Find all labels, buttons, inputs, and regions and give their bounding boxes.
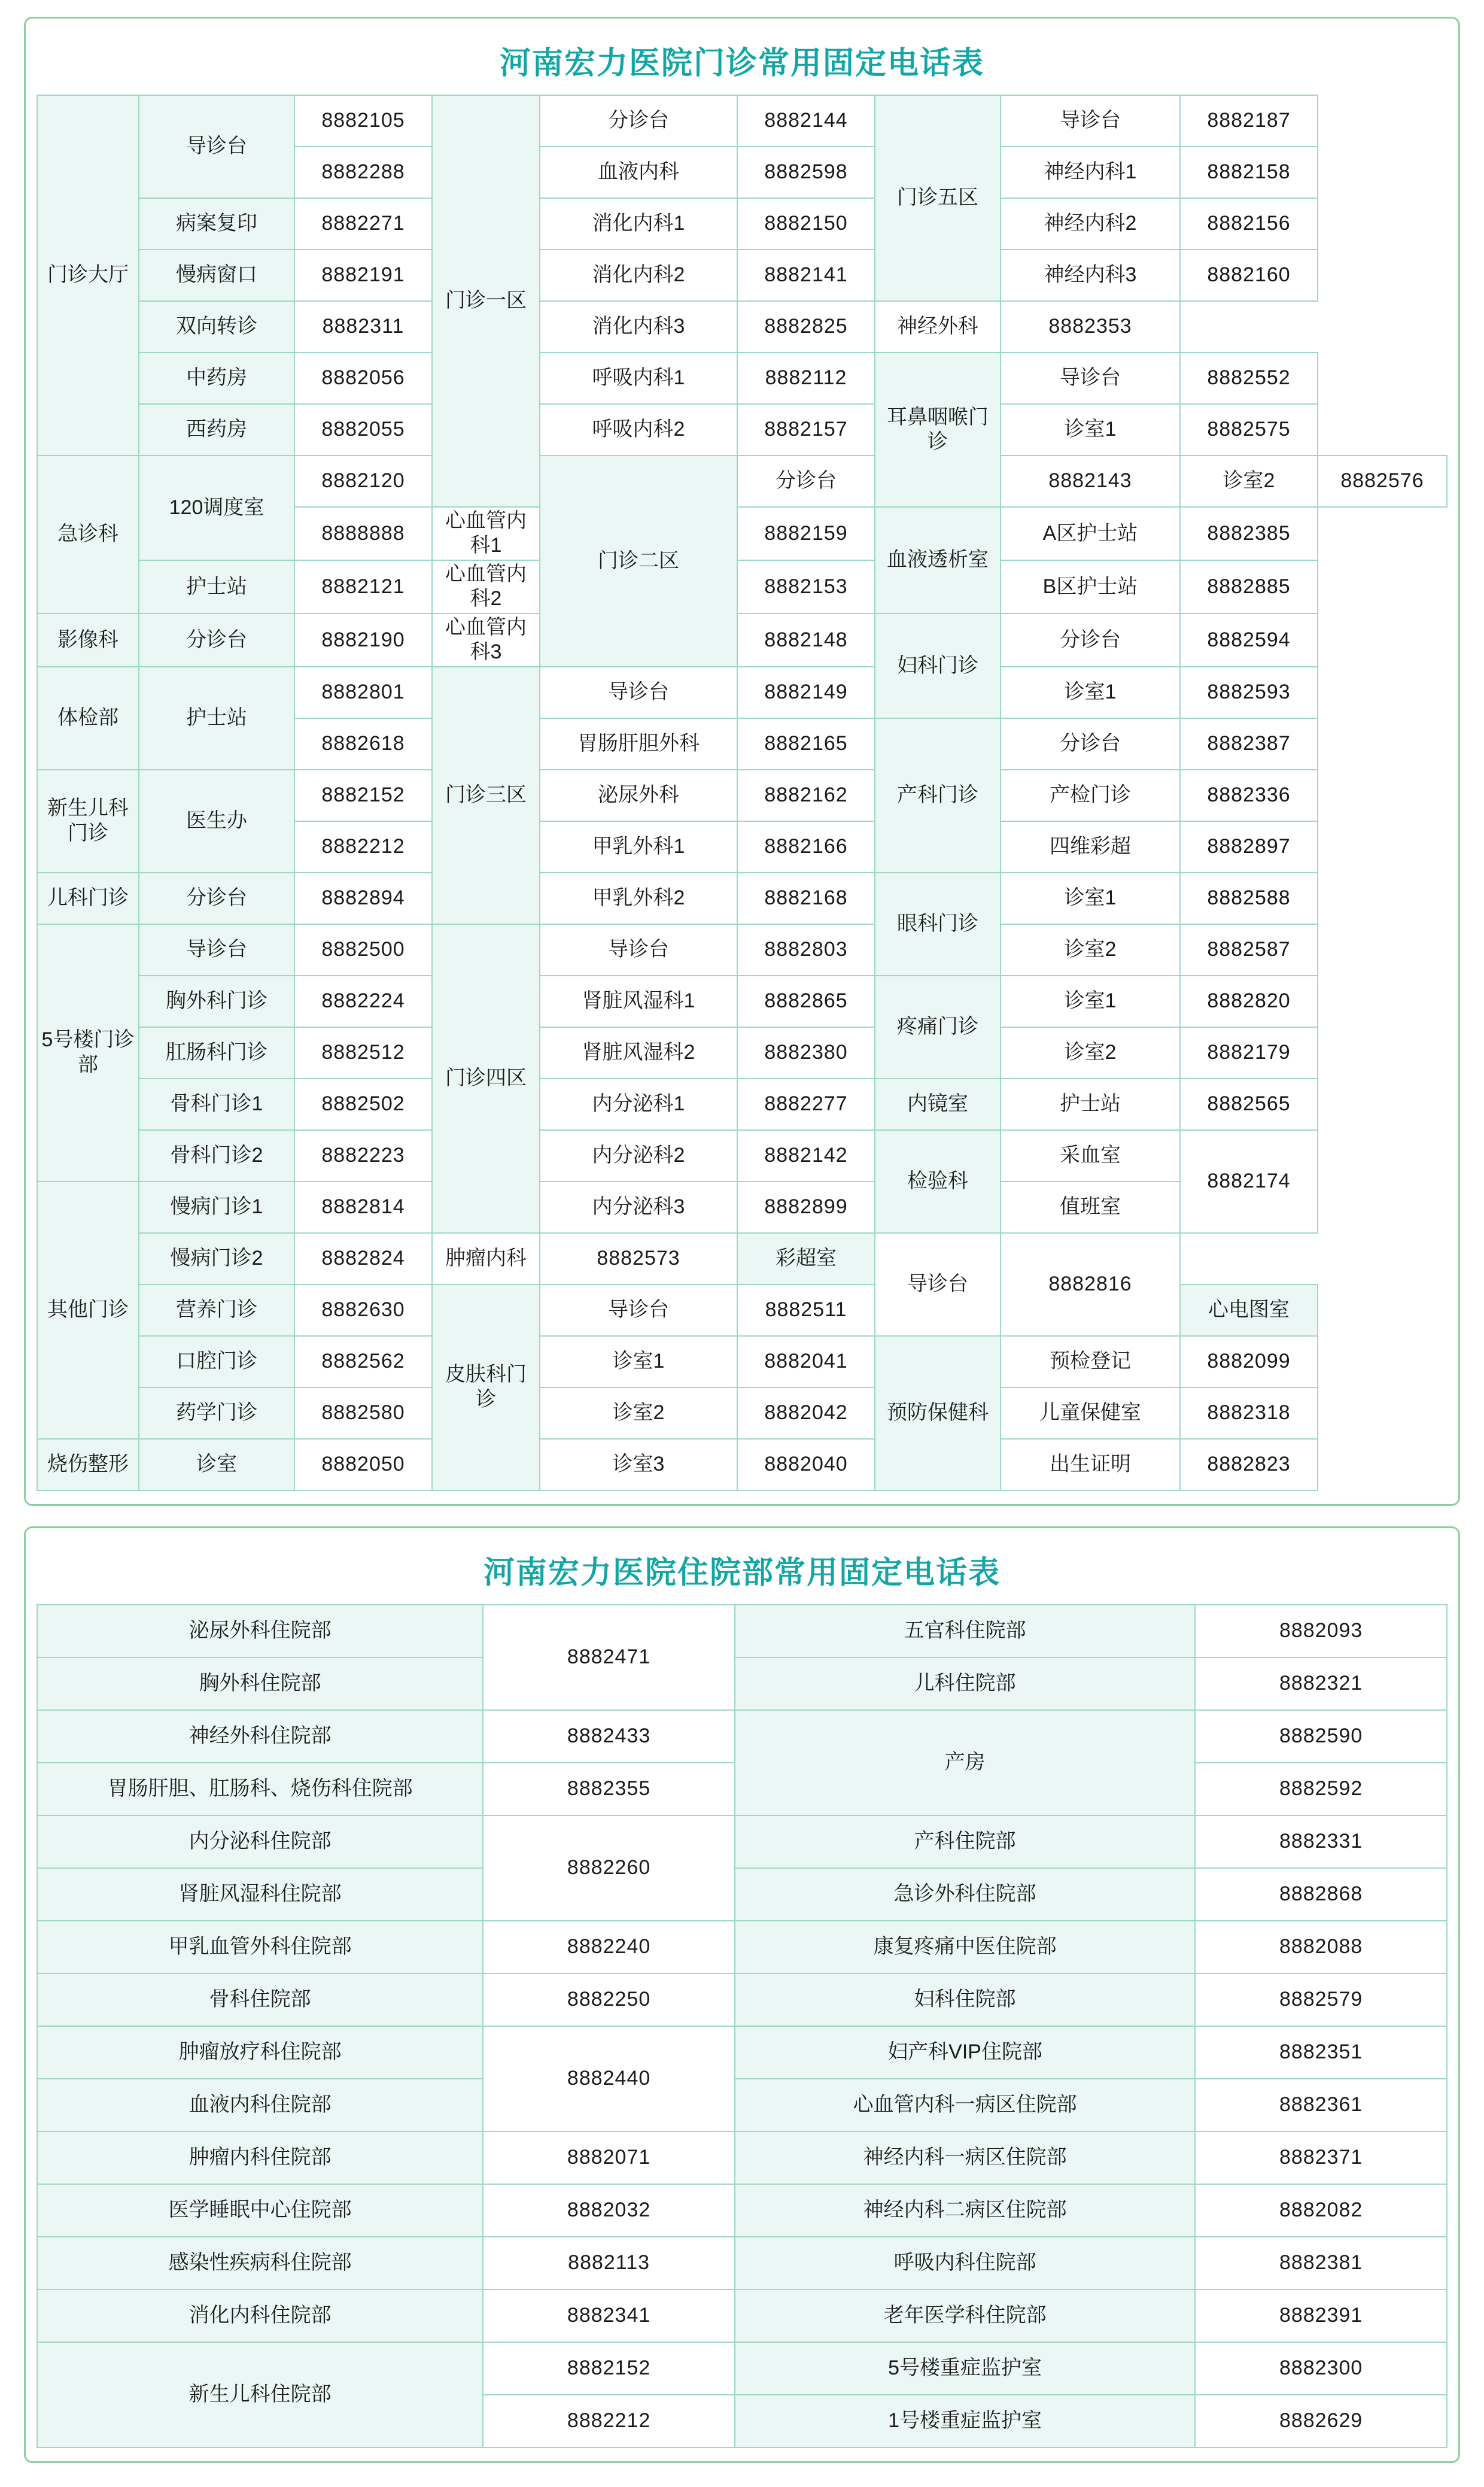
department-cell: 急诊科 xyxy=(37,456,139,614)
phone-number-cell: 8882440 xyxy=(483,2026,735,2131)
department-cell: 门诊四区 xyxy=(432,924,540,1233)
phone-number-cell: 8882820 xyxy=(1180,976,1318,1027)
phone-number-cell: 8882814 xyxy=(294,1182,432,1233)
department-cell: 呼吸内科住院部 xyxy=(735,2237,1195,2289)
phone-number-cell: 8882160 xyxy=(1180,250,1318,301)
phone-number-cell: 8882381 xyxy=(1195,2237,1447,2289)
department-cell: 西药房 xyxy=(139,404,294,456)
table-row xyxy=(37,301,1447,353)
outpatient-table-body xyxy=(37,95,1447,1490)
table-row xyxy=(37,2342,1447,2395)
department-cell: B区护士站 xyxy=(1001,560,1180,614)
phone-number-cell: 8882165 xyxy=(737,718,875,770)
department-cell: 门诊五区 xyxy=(875,95,1001,301)
department-cell: 呼吸内科1 xyxy=(540,353,737,404)
department-cell: 神经外科住院部 xyxy=(37,1710,483,1763)
department-cell: 肿瘤内科住院部 xyxy=(37,2131,483,2184)
table-row xyxy=(37,2079,1447,2131)
department-cell: 产检门诊 xyxy=(1001,770,1180,821)
department-cell: 分诊台 xyxy=(139,614,294,667)
table-row xyxy=(37,456,1447,507)
table-row xyxy=(37,1130,1447,1182)
phone-number-cell: 8882321 xyxy=(1195,1657,1447,1710)
phone-number-cell: 8882565 xyxy=(1180,1079,1318,1130)
department-cell: 儿科住院部 xyxy=(735,1657,1195,1710)
phone-number-cell: 8882153 xyxy=(737,560,875,614)
table-row xyxy=(37,1657,1447,1710)
table-row xyxy=(37,770,1447,821)
phone-number-cell: 8882894 xyxy=(294,873,432,924)
phone-number-cell: 8882801 xyxy=(294,667,432,718)
phone-number-cell: 8882371 xyxy=(1195,2131,1447,2184)
phone-number-cell: 8882250 xyxy=(483,1973,735,2026)
phone-number-cell: 8882174 xyxy=(1180,1130,1318,1233)
phone-number-cell: 8882032 xyxy=(483,2184,735,2237)
department-cell: 心血管内科一病区住院部 xyxy=(735,2079,1195,2131)
department-cell: 5号楼重症监护室 xyxy=(735,2342,1195,2395)
phone-number-cell: 8882223 xyxy=(294,1130,432,1182)
outpatient-table xyxy=(37,95,1447,1491)
phone-number-cell: 8882331 xyxy=(1195,1815,1447,1868)
department-cell: 泌尿外科住院部 xyxy=(37,1605,483,1657)
phone-number-cell: 8882055 xyxy=(294,404,432,456)
table-row xyxy=(37,2026,1447,2079)
department-cell: 检验科 xyxy=(875,1130,1001,1233)
department-cell: 妇产科VIP住院部 xyxy=(735,2026,1195,2079)
department-cell: 眼科门诊 xyxy=(875,873,1001,976)
department-cell: 导诊台 xyxy=(1001,95,1180,147)
department-cell: 胸外科住院部 xyxy=(37,1657,483,1710)
department-cell: 诊室2 xyxy=(1001,1027,1180,1079)
department-cell: 慢病门诊2 xyxy=(139,1233,294,1285)
phone-number-cell: 8882573 xyxy=(540,1233,737,1285)
phone-number-cell: 8882885 xyxy=(1180,560,1318,614)
phone-number-cell: 8882105 xyxy=(294,95,432,147)
table-row xyxy=(37,1439,1447,1490)
phone-number-cell: 8882823 xyxy=(1180,1439,1318,1490)
department-cell: 儿童保健室 xyxy=(1001,1387,1180,1439)
department-cell: 导诊台 xyxy=(139,95,294,198)
outpatient-card xyxy=(24,17,1460,1506)
phone-number-cell: 8882156 xyxy=(1180,198,1318,250)
department-cell: 产科住院部 xyxy=(735,1815,1195,1868)
department-cell: 肿瘤放疗科住院部 xyxy=(37,2026,483,2079)
department-cell: 彩超室 xyxy=(737,1233,875,1285)
department-cell: 消化内科1 xyxy=(540,198,737,250)
phone-number-cell: 8882511 xyxy=(737,1285,875,1336)
table-row xyxy=(37,2184,1447,2237)
table-row xyxy=(37,95,1447,147)
phone-number-cell: 8882618 xyxy=(294,718,432,770)
department-cell: 导诊台 xyxy=(875,1233,1001,1336)
department-cell: 影像科 xyxy=(37,614,139,667)
table-row xyxy=(37,1336,1447,1387)
department-cell: 血液透析室 xyxy=(875,507,1001,614)
department-cell: 药学门诊 xyxy=(139,1387,294,1439)
phone-number-cell: 8882361 xyxy=(1195,2079,1447,2131)
phone-number-cell: 8882142 xyxy=(737,1130,875,1182)
phone-number-cell: 8882391 xyxy=(1195,2289,1447,2342)
phone-number-cell: 8882113 xyxy=(483,2237,735,2289)
table-row xyxy=(37,1079,1447,1130)
department-cell: 肛肠科门诊 xyxy=(139,1027,294,1079)
department-cell: 内分泌科1 xyxy=(540,1079,737,1130)
department-cell: 预防保健科 xyxy=(875,1336,1001,1490)
department-cell: 感染性疾病科住院部 xyxy=(37,2237,483,2289)
phone-number-cell: 8882212 xyxy=(483,2395,735,2447)
department-cell: 神经内科3 xyxy=(1001,250,1180,301)
department-cell: 慢病窗口 xyxy=(139,250,294,301)
phone-number-cell: 8882148 xyxy=(737,614,875,667)
department-cell: 产房 xyxy=(735,1710,1195,1815)
department-cell: 医生办 xyxy=(139,770,294,873)
table-row xyxy=(37,353,1447,404)
table-row xyxy=(37,1605,1447,1657)
phone-number-cell: 8882825 xyxy=(737,301,875,353)
table-row xyxy=(37,1815,1447,1868)
phone-number-cell: 8882162 xyxy=(737,770,875,821)
department-cell: 心电图室 xyxy=(1180,1285,1318,1336)
department-cell: 诊室 xyxy=(139,1439,294,1490)
department-cell: 神经外科 xyxy=(875,301,1001,353)
phone-number-cell: 8882433 xyxy=(483,1710,735,1763)
department-cell: 医学睡眠中心住院部 xyxy=(37,2184,483,2237)
phone-number-cell: 8882056 xyxy=(294,353,432,404)
phone-number-cell: 8882824 xyxy=(294,1233,432,1285)
phone-number-cell: 8882351 xyxy=(1195,2026,1447,2079)
phone-number-cell: 8882471 xyxy=(483,1605,735,1710)
department-cell: 诊室1 xyxy=(1001,667,1180,718)
department-cell: 5号楼门诊部 xyxy=(37,924,139,1182)
inpatient-title: 河南宏力医院住院部常用固定电话表 xyxy=(483,1555,1001,1590)
department-cell: 导诊台 xyxy=(540,924,737,976)
department-cell: 诊室3 xyxy=(540,1439,737,1490)
department-cell: 血液内科 xyxy=(540,147,737,198)
table-row xyxy=(37,1387,1447,1439)
phone-number-cell: 8882158 xyxy=(1180,147,1318,198)
department-cell: 诊室1 xyxy=(1001,404,1180,456)
department-cell: 消化内科3 xyxy=(540,301,737,353)
phone-number-cell: 8882224 xyxy=(294,976,432,1027)
phone-number-cell: 8882552 xyxy=(1180,353,1318,404)
phone-number-cell: 8882093 xyxy=(1195,1605,1447,1657)
phone-number-cell: 8882897 xyxy=(1180,821,1318,873)
department-cell: 口腔门诊 xyxy=(139,1336,294,1387)
table-row xyxy=(37,1710,1447,1763)
phone-number-cell: 8882318 xyxy=(1180,1387,1318,1439)
department-cell: 值班室 xyxy=(1001,1182,1180,1233)
department-cell: 1号楼重症监护室 xyxy=(735,2395,1195,2447)
department-cell: 甲乳血管外科住院部 xyxy=(37,1921,483,1973)
phone-number-cell: 8882179 xyxy=(1180,1027,1318,1079)
phone-number-cell: 8882152 xyxy=(483,2342,735,2395)
table-row xyxy=(37,614,1447,667)
department-cell: 新生儿科门诊 xyxy=(37,770,139,873)
department-cell: 泌尿外科 xyxy=(540,770,737,821)
phone-number-cell: 8882592 xyxy=(1195,1763,1447,1815)
department-cell: 内分泌科3 xyxy=(540,1182,737,1233)
inpatient-card xyxy=(24,1526,1460,2463)
phone-number-cell: 8882598 xyxy=(737,147,875,198)
phone-number-cell: 8882380 xyxy=(737,1027,875,1079)
department-cell: 妇科门诊 xyxy=(875,614,1001,718)
phone-number-cell: 8882562 xyxy=(294,1336,432,1387)
phone-number-cell: 8882099 xyxy=(1180,1336,1318,1387)
phone-number-cell: 8882071 xyxy=(483,2131,735,2184)
department-cell: 耳鼻咽喉门诊 xyxy=(875,353,1001,507)
department-cell: 骨科住院部 xyxy=(37,1973,483,2026)
department-cell: 心血管内科2 xyxy=(432,560,540,614)
phone-number-cell: 8882120 xyxy=(294,456,432,507)
department-cell: 导诊台 xyxy=(540,667,737,718)
phone-number-cell: 8882121 xyxy=(294,560,432,614)
phone-number-cell: 8882168 xyxy=(737,873,875,924)
department-cell: 甲乳外科2 xyxy=(540,873,737,924)
phone-number-cell: 8882150 xyxy=(737,198,875,250)
department-cell: 甲乳外科1 xyxy=(540,821,737,873)
table-row xyxy=(37,1233,1447,1285)
table-row xyxy=(37,1973,1447,2026)
table-row xyxy=(37,1027,1447,1079)
table-row xyxy=(37,1868,1447,1921)
department-cell: 诊室2 xyxy=(540,1387,737,1439)
department-cell: 导诊台 xyxy=(540,1285,737,1336)
phone-number-cell: 8882159 xyxy=(737,507,875,560)
table-row xyxy=(37,1285,1447,1336)
department-cell: 消化内科住院部 xyxy=(37,2289,483,2342)
department-cell: 体检部 xyxy=(37,667,139,770)
department-cell: 康复疼痛中医住院部 xyxy=(735,1921,1195,1973)
phone-number-cell: 8882040 xyxy=(737,1439,875,1490)
department-cell: 妇科住院部 xyxy=(735,1973,1195,2026)
phone-number-cell: 8882144 xyxy=(737,95,875,147)
table-row xyxy=(37,198,1447,250)
table-row xyxy=(37,667,1447,718)
phone-number-cell: 8882803 xyxy=(737,924,875,976)
department-cell: 诊室2 xyxy=(1180,456,1318,507)
phone-number-cell: 8882594 xyxy=(1180,614,1318,667)
department-cell: 胸外科门诊 xyxy=(139,976,294,1027)
table-row xyxy=(37,873,1447,924)
phone-number-cell: 8882502 xyxy=(294,1079,432,1130)
phone-number-cell: 8882385 xyxy=(1180,507,1318,560)
department-cell: 心血管内科1 xyxy=(432,507,540,560)
phone-number-cell: 8882042 xyxy=(737,1387,875,1439)
department-cell: 骨科门诊1 xyxy=(139,1079,294,1130)
department-cell: 诊室2 xyxy=(1001,924,1180,976)
department-cell: 护士站 xyxy=(1001,1079,1180,1130)
phone-number-cell: 8882311 xyxy=(294,301,432,353)
department-cell: 胃肠肝胆外科 xyxy=(540,718,737,770)
department-cell: 导诊台 xyxy=(139,924,294,976)
phone-number-cell: 8882512 xyxy=(294,1027,432,1079)
department-cell: 四维彩超 xyxy=(1001,821,1180,873)
phone-number-cell: 8882166 xyxy=(737,821,875,873)
phone-number-cell: 8882112 xyxy=(737,353,875,404)
phone-number-cell: 8882149 xyxy=(737,667,875,718)
phone-number-cell: 8882387 xyxy=(1180,718,1318,770)
department-cell: 新生儿科住院部 xyxy=(37,2342,483,2447)
department-cell: 神经内科一病区住院部 xyxy=(735,2131,1195,2184)
department-cell: 内分泌科2 xyxy=(540,1130,737,1182)
department-cell: 疼痛门诊 xyxy=(875,976,1001,1079)
department-cell: 内镜室 xyxy=(875,1079,1001,1130)
table-row xyxy=(37,2237,1447,2289)
department-cell: 内分泌科住院部 xyxy=(37,1815,483,1868)
phone-number-cell: 8882629 xyxy=(1195,2395,1447,2447)
department-cell: 出生证明 xyxy=(1001,1439,1180,1490)
phone-number-cell: 8882816 xyxy=(1001,1233,1180,1336)
department-cell: 护士站 xyxy=(139,667,294,770)
department-cell: 皮肤科门诊 xyxy=(432,1285,540,1490)
department-cell: 中药房 xyxy=(139,353,294,404)
phone-number-cell: 8882288 xyxy=(294,147,432,198)
table-row xyxy=(37,2131,1447,2184)
department-cell: 血液内科住院部 xyxy=(37,2079,483,2131)
phone-number-cell: 8882579 xyxy=(1195,1973,1447,2026)
department-cell: 产科门诊 xyxy=(875,718,1001,873)
department-cell: 诊室1 xyxy=(1001,873,1180,924)
department-cell: 分诊台 xyxy=(1001,614,1180,667)
table-row xyxy=(37,2289,1447,2342)
phone-number-cell: 8882212 xyxy=(294,821,432,873)
department-cell: 门诊大厅 xyxy=(37,95,139,456)
department-cell: 分诊台 xyxy=(1001,718,1180,770)
department-cell: 肾脏风湿科住院部 xyxy=(37,1868,483,1921)
department-cell: 消化内科2 xyxy=(540,250,737,301)
department-cell: 诊室1 xyxy=(540,1336,737,1387)
phone-number-cell: 8882050 xyxy=(294,1439,432,1490)
department-cell: 神经内科二病区住院部 xyxy=(735,2184,1195,2237)
department-cell: 预检登记 xyxy=(1001,1336,1180,1387)
department-cell: 病案复印 xyxy=(139,198,294,250)
phone-number-cell: 8882588 xyxy=(1180,873,1318,924)
table-row xyxy=(37,404,1447,456)
phone-number-cell: 8882271 xyxy=(294,198,432,250)
department-cell: 护士站 xyxy=(139,560,294,614)
department-cell: 门诊二区 xyxy=(540,456,737,667)
phone-number-cell: 8882336 xyxy=(1180,770,1318,821)
table-row xyxy=(37,250,1447,301)
phone-number-cell: 8882152 xyxy=(294,770,432,821)
department-cell: 肾脏风湿科2 xyxy=(540,1027,737,1079)
phone-number-cell: 8882899 xyxy=(737,1182,875,1233)
department-cell: 儿科门诊 xyxy=(37,873,139,924)
phone-number-cell: 8882865 xyxy=(737,976,875,1027)
phone-number-cell: 8882500 xyxy=(294,924,432,976)
department-cell: 慢病门诊1 xyxy=(139,1182,294,1233)
phone-number-cell: 8882190 xyxy=(294,614,432,667)
phone-number-cell: 8882587 xyxy=(1180,924,1318,976)
department-cell: 急诊外科住院部 xyxy=(735,1868,1195,1921)
table-row xyxy=(37,924,1447,976)
phone-number-cell: 8882141 xyxy=(737,250,875,301)
phone-number-cell: 8882868 xyxy=(1195,1868,1447,1921)
phone-number-cell: 8882341 xyxy=(483,2289,735,2342)
table-row xyxy=(37,976,1447,1027)
department-cell: 双向转诊 xyxy=(139,301,294,353)
department-cell: 心血管内科3 xyxy=(432,614,540,667)
department-cell: 诊室1 xyxy=(1001,976,1180,1027)
table-row xyxy=(37,560,1447,614)
department-cell: 烧伤整形 xyxy=(37,1439,139,1490)
inpatient-table xyxy=(37,1604,1447,2448)
inpatient-table-body xyxy=(37,1605,1447,2447)
department-cell: 营养门诊 xyxy=(139,1285,294,1336)
department-cell: 肿瘤内科 xyxy=(432,1233,540,1285)
department-cell: 120调度室 xyxy=(139,456,294,560)
department-cell: 胃肠肝胆、肛肠科、烧伤科住院部 xyxy=(37,1763,483,1815)
phone-number-cell: 8882575 xyxy=(1180,404,1318,456)
phone-number-cell: 8882576 xyxy=(1318,456,1447,507)
phone-number-cell: 8882300 xyxy=(1195,2342,1447,2395)
department-cell: 分诊台 xyxy=(737,456,875,507)
department-cell: 肾脏风湿科1 xyxy=(540,976,737,1027)
department-cell: 神经内科1 xyxy=(1001,147,1180,198)
department-cell: 老年医学科住院部 xyxy=(735,2289,1195,2342)
department-cell: 分诊台 xyxy=(540,95,737,147)
phone-number-cell: 8888888 xyxy=(294,507,432,560)
phone-number-cell: 8882355 xyxy=(483,1763,735,1815)
table-row xyxy=(37,1921,1447,1973)
phone-number-cell: 8882088 xyxy=(1195,1921,1447,1973)
phone-number-cell: 8882593 xyxy=(1180,667,1318,718)
department-cell: 分诊台 xyxy=(139,873,294,924)
phone-number-cell: 8882260 xyxy=(483,1815,735,1921)
phone-number-cell: 8882277 xyxy=(737,1079,875,1130)
department-cell: 导诊台 xyxy=(1001,353,1180,404)
phone-number-cell: 8882082 xyxy=(1195,2184,1447,2237)
phone-number-cell: 8882580 xyxy=(294,1387,432,1439)
department-cell: 门诊三区 xyxy=(432,667,540,924)
outpatient-title: 河南宏力医院门诊常用固定电话表 xyxy=(499,46,984,81)
department-cell: A区护士站 xyxy=(1001,507,1180,560)
department-cell: 五官科住院部 xyxy=(735,1605,1195,1657)
phone-number-cell: 8882590 xyxy=(1195,1710,1447,1763)
phone-number-cell: 8882041 xyxy=(737,1336,875,1387)
phone-number-cell: 8882191 xyxy=(294,250,432,301)
phone-number-cell: 8882157 xyxy=(737,404,875,456)
department-cell: 神经内科2 xyxy=(1001,198,1180,250)
department-cell: 采血室 xyxy=(1001,1130,1180,1182)
department-cell: 其他门诊 xyxy=(37,1182,139,1439)
department-cell: 门诊一区 xyxy=(432,95,540,507)
phone-number-cell: 8882630 xyxy=(294,1285,432,1336)
phone-number-cell: 8882240 xyxy=(483,1921,735,1973)
phone-number-cell: 8882187 xyxy=(1180,95,1318,147)
phone-number-cell: 8882353 xyxy=(1001,301,1180,353)
department-cell: 呼吸内科2 xyxy=(540,404,737,456)
phone-number-cell: 8882143 xyxy=(1001,456,1180,507)
department-cell: 骨科门诊2 xyxy=(139,1130,294,1182)
